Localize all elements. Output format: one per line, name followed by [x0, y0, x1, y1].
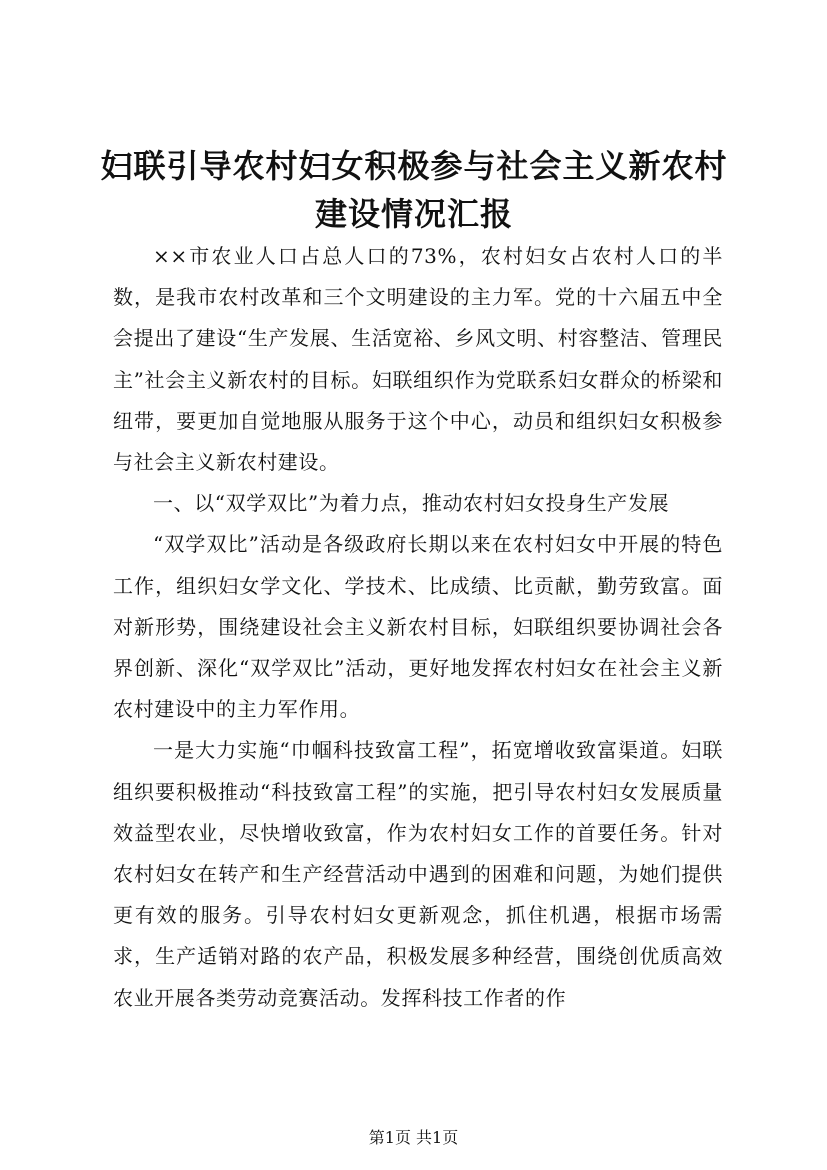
paragraph-shuangxue: “双学双比”活动是各级政府长期以来在农村妇女中开展的特色工作，组织妇女学文化、学技术、比成绩、比贡献，勤劳致富。面对新形势，围绕建设社会主义新农村目标，妇联组织要协调社会各界创新、深化“双学双比”活动，更好地发挥农村妇女在社会主义新农村建设中的主力军作用。 — [113, 532, 723, 722]
section-heading-1: 一、以“双学双比”为着力点，推动农村妇女投身生产发展 — [153, 491, 670, 516]
page-number: 第1页 共1页 — [368, 1128, 459, 1147]
page-footer — [0, 1128, 827, 1148]
paragraph-point-1: 一是大力实施“巾帼科技致富工程”，拓宽增收致富渠道。妇联组织要积极推动“科技致富工程”的实施，把引导农村妇女发展质量效益型农业，尽快增收致富，作为农村妇女工作的首要任务。针对农村妇女在转产和生产经营活动中遇到的困难和问题，为她们提供更有效的服务。引导农村妇女更新观念，抓住机遇，根据市场需求，生产适销对路的农产品，积极发展多种经营，围绕创优质高效农业开展各类劳动竞赛活动。发挥科技工作者的作 — [113, 738, 723, 1010]
document-title: 妇联引导农村妇女积极参与社会主义新农村建设情况汇报 — [100, 147, 728, 233]
paragraph-intro: ××市农业人口占总人口的73%，农村妇女占农村人口的半数，是我市农村改革和三个文明建设的主力军。党的十六届五中全会提出了建设“生产发展、生活宽裕、乡风文明、村容整洁、管理民主”社会主义新农村的目标。妇联组织作为党联系妇女群众的桥梁和纽带，要更加自觉地服从服务于这个中心，动员和组织妇女积极参与社会主义新农村建设。 — [113, 244, 723, 475]
document-body — [113, 236, 723, 1019]
